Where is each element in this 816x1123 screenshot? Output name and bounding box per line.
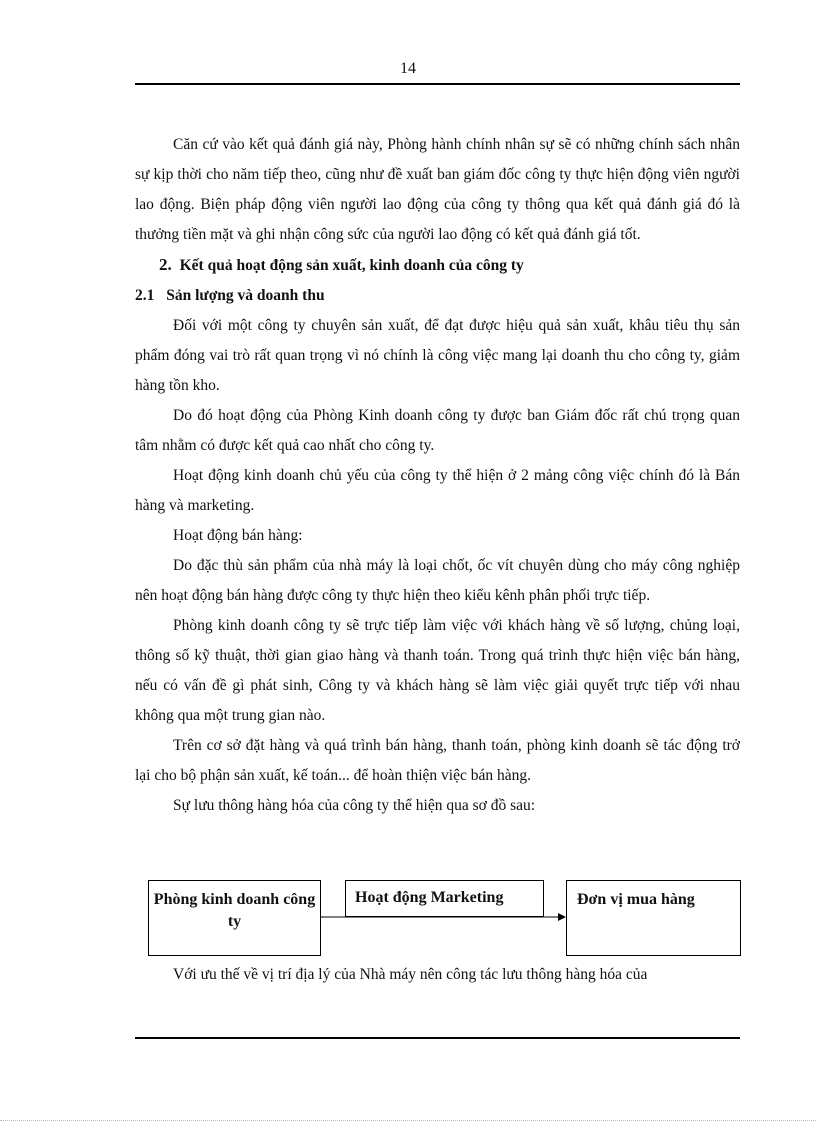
heading-text: Kết quả hoạt động sản xuất, kinh doanh của công ty xyxy=(179,257,524,274)
body-text xyxy=(135,130,740,821)
paragraph: Do đặc thù sản phẩm của nhà máy là loại chốt, ốc vít chuyên dùng cho máy công nghiệp nên hoạt động bán hàng được công ty thực hiện theo kiểu kênh phân phối trực tiếp. xyxy=(135,557,740,604)
footer-rule xyxy=(135,1037,740,1039)
heading-text: Sản lượng và doanh thu xyxy=(166,287,325,304)
box-marketing: Hoạt động Marketing xyxy=(345,880,544,917)
paragraph-evaluation: Căn cứ vào kết quả đánh giá này, Phòng hành chính nhân sự sẽ có những chính sách nhân sự kịp thời cho năm tiếp theo, cũng như đề xuất ban giám đốc công ty thực hiện động viên người lao động. Biện pháp động viên người lao động của công ty thông qua kết quả đánh giá đó là thưởng tiền mặt và ghi nhận công sức của người lao động có kết quả đánh giá tốt. xyxy=(135,136,740,243)
paragraph: Sự lưu thông hàng hóa của công ty thể hiện qua sơ đồ sau: xyxy=(173,797,536,814)
heading-number: 2. xyxy=(159,255,172,274)
box-sales-dept: Phòng kinh doanh công ty xyxy=(148,880,321,956)
last-paragraph xyxy=(135,960,740,990)
page-edge-dots xyxy=(0,1120,816,1122)
paragraph: Đối với một công ty chuyên sản xuất, để đạt được hiệu quả sản xuất, khâu tiêu thụ sản phẩm đóng vai trò rất quan trọng vì nó chính là công việc mang lại doanh thu cho công ty, giảm hàng tồn kho. xyxy=(135,317,740,394)
flow-diagram xyxy=(135,875,740,955)
paragraph: Trên cơ sở đặt hàng và quá trình bán hàng, thanh toán, phòng kinh doanh sẽ tác động trở lại cho bộ phận sản xuất, kế toán... để hoàn thiện việc bán hàng. xyxy=(135,737,740,784)
heading-number: 2.1 xyxy=(135,287,155,304)
header-rule xyxy=(135,83,740,85)
paragraph: Do đó hoạt động của Phòng Kinh doanh công ty được ban Giám đốc rất chú trọng quan tâm nhằm có được kết quả cao nhất cho công ty. xyxy=(135,407,740,454)
paragraph: Hoạt động kinh doanh chủ yếu của công ty thể hiện ở 2 mảng công việc chính đó là Bán hàng và marketing. xyxy=(135,467,740,514)
arrow-head-icon xyxy=(558,913,566,921)
page-number: 14 xyxy=(400,60,416,77)
paragraph: Với ưu thế về vị trí địa lý của Nhà máy nên công tác lưu thông hàng hóa của xyxy=(173,966,648,983)
box-buyer: Đơn vị mua hàng xyxy=(566,880,741,956)
heading-section-2 xyxy=(135,250,740,281)
paragraph: Hoạt động bán hàng: xyxy=(173,527,303,544)
paragraph: Phòng kinh doanh công ty sẽ trực tiếp làm việc với khách hàng về số lượng, chủng loại, thông số kỹ thuật, thời gian giao hàng và thanh toán. Trong quá trình thực hiện việc bán hàng, nếu có vấn đề gì phát sinh, Công ty và khách hàng sẽ làm việc giải quyết trực tiếp với nhau không qua một trung gian nào. xyxy=(135,617,740,724)
heading-section-2-1 xyxy=(135,281,740,311)
